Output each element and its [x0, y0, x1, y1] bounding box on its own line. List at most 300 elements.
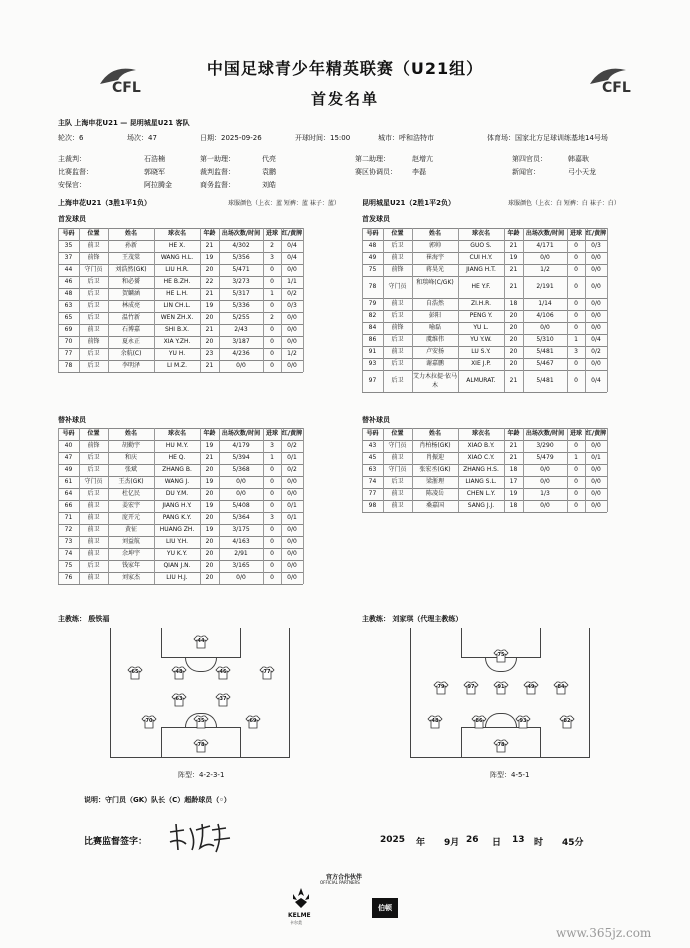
player-row-away-starters	[362, 322, 607, 334]
cell-away-3: YU Y.W.	[470, 336, 492, 343]
cell-away-5: 0/0	[540, 324, 550, 331]
cell-home-2: 和必赟	[121, 278, 140, 285]
cell-away-4: 18	[509, 466, 518, 473]
shirt-number: 69	[249, 718, 257, 724]
cell-home-2: 刘益航	[121, 538, 140, 545]
cell-away-2: 卢安扬	[425, 348, 444, 355]
cell-home-3: YU K.Y.	[166, 550, 188, 557]
cell-home-2: 庞开元	[121, 514, 140, 521]
match-kickoff: 开球时间：15:00	[295, 134, 351, 142]
cell-away-3: XIAO B.Y.	[467, 442, 495, 449]
cell-away-0: 43	[368, 442, 377, 449]
cell-away-1: 后卫	[391, 336, 404, 343]
player-row-home-starters	[58, 360, 303, 372]
cell-home-6: 0	[270, 574, 274, 581]
cell-away-2: 崔海宇	[425, 254, 444, 261]
cell-home-7: 1/2	[287, 350, 297, 357]
cell-home-3: 球衣名	[167, 430, 186, 437]
cell-home-0: 75	[64, 562, 73, 569]
player-row-home-starters	[58, 300, 303, 312]
cell-home-7: 0/1	[287, 454, 297, 461]
sponsor-caption: 官方合作伙伴	[326, 874, 363, 881]
cell-home-7: 0/0	[287, 526, 297, 533]
cell-home-1: 后卫	[87, 466, 100, 473]
player-shirt-icon	[493, 681, 509, 695]
cell-home-6: 1	[270, 454, 274, 461]
player-shirt-icon	[245, 715, 261, 729]
column-rule	[607, 428, 608, 512]
cell-home-0: 40	[64, 442, 73, 449]
cell-home-0: 76	[64, 574, 73, 581]
shirt-number: 97	[467, 684, 475, 690]
cell-home-3: LIU H.J.	[166, 574, 188, 581]
cell-home-4: 19	[205, 302, 214, 309]
player-row-home-subs	[58, 524, 303, 536]
home-team-record: 上海申花U21（3胜1平1负）	[58, 199, 152, 207]
player-row-home-starters	[58, 276, 303, 288]
cell-home-3: HU M.Y.	[165, 442, 189, 449]
cell-home-5: 5/394	[232, 454, 250, 461]
player-row-away-starters	[362, 310, 607, 322]
cell-home-7: 0/0	[287, 362, 297, 369]
svg-text:CFL: CFL	[602, 80, 631, 96]
player-row-home-subs	[58, 560, 303, 572]
cell-away-3: YU L.	[473, 324, 489, 331]
cell-away-5: 出场次数/时间	[525, 430, 565, 437]
cell-away-1: 后卫	[391, 478, 404, 485]
home-subs-title: 替补球员	[58, 416, 86, 424]
player-row-home-subs	[58, 488, 303, 500]
player-row-away-starters	[362, 264, 607, 276]
player-shirt-icon	[493, 739, 509, 753]
cell-home-0: 63	[64, 302, 73, 309]
cell-home-6: 0	[270, 538, 274, 545]
column-rule	[607, 228, 608, 392]
watermark: www.365jz.com	[556, 926, 652, 940]
cell-home-3: DU Y.M.	[165, 490, 189, 497]
official-name: 代亮	[262, 155, 276, 163]
player-shirt-icon	[127, 666, 143, 680]
cell-home-1: 前卫	[87, 526, 100, 533]
cell-home-6: 0	[270, 490, 274, 497]
cell-away-5: 5/479	[536, 454, 554, 461]
cell-home-7: 1/1	[287, 278, 297, 285]
cell-away-4: 19	[509, 254, 518, 261]
cell-home-2: 温竹新	[121, 314, 140, 321]
cell-away-7: 0/0	[591, 360, 601, 367]
cell-home-3: LI M.Z.	[166, 362, 188, 369]
cell-home-3: YU H.	[168, 350, 186, 357]
cell-home-4: 19	[205, 526, 214, 533]
shirt-number: 49	[527, 684, 535, 690]
cell-away-6: 进球	[569, 430, 582, 437]
cell-home-3: LIN CH.L.	[163, 302, 191, 309]
cell-home-4: 20	[205, 538, 214, 545]
column-rule	[200, 428, 201, 584]
cell-home-6: 0	[270, 266, 274, 273]
cell-away-7: 0/0	[591, 502, 601, 509]
cell-away-1: 守门员	[388, 442, 407, 449]
player-row-away-starters	[362, 334, 607, 346]
cell-home-1: 守门员	[84, 266, 103, 273]
player-row-away-subs	[362, 464, 607, 476]
cell-home-1: 后卫	[87, 562, 100, 569]
player-shirt-icon	[471, 715, 487, 729]
cell-home-6: 0	[270, 302, 274, 309]
cell-home-1: 后卫	[87, 362, 100, 369]
cell-away-0: 82	[368, 312, 377, 319]
official-label: 第一助理：	[200, 155, 235, 163]
cell-home-2: 钱家年	[121, 562, 140, 569]
player-shirt-icon	[193, 635, 209, 649]
column-rule	[585, 228, 586, 392]
cell-home-2: 夏永正	[121, 338, 140, 345]
cell-away-0: 91	[368, 348, 377, 355]
cell-away-0: 49	[368, 254, 377, 261]
column-rule	[567, 228, 568, 392]
cell-away-2: 艾力木拉提·依马木	[413, 373, 457, 389]
column-rule	[263, 428, 264, 584]
official-name: 韩嘉耿	[568, 155, 589, 163]
official-label: 安保官：	[58, 181, 86, 189]
cell-home-3: HE L.H.	[166, 290, 188, 297]
cell-away-6: 0	[574, 466, 578, 473]
official-name: 李磊	[412, 168, 426, 176]
cell-home-6: 0	[270, 550, 274, 557]
cell-away-0: 号码	[366, 230, 379, 237]
cell-away-2: 喻磊	[428, 324, 441, 331]
cell-home-0: 44	[64, 266, 73, 273]
cell-home-7: 0/0	[287, 326, 297, 333]
cell-away-4: 年龄	[507, 230, 520, 237]
cell-home-4: 23	[205, 350, 214, 357]
column-rule	[108, 428, 109, 584]
cell-home-7: 0/0	[287, 338, 297, 345]
player-shirt-icon	[171, 693, 187, 707]
match-venue: 体育场：国家北方足球训练基地14号场	[487, 134, 608, 142]
cell-home-5: 3/273	[232, 278, 250, 285]
cell-away-4: 年龄	[507, 430, 520, 437]
table-header-away-starters	[362, 228, 607, 240]
match-teams: 主队 上海申花U21 — 昆明城星U21 客队	[58, 119, 190, 127]
cell-home-5: 5/368	[232, 466, 250, 473]
cell-home-7: 0/0	[287, 574, 297, 581]
cell-home-6: 0	[270, 326, 274, 333]
cell-away-2: 张宏丞(GK)	[419, 466, 451, 473]
cell-home-2: 刘浩然(GK)	[115, 266, 147, 273]
signing-datetime-part: 2025	[380, 835, 406, 845]
cell-away-5: 5/481	[536, 377, 554, 384]
shirt-number: 82	[563, 718, 571, 724]
cell-home-2: 杜亿民	[121, 490, 140, 497]
cell-home-0: 号码	[62, 430, 75, 437]
cell-home-1: 前锋	[87, 338, 100, 345]
cell-away-1: 位置	[391, 430, 404, 437]
cell-away-0: 45	[368, 454, 377, 461]
cell-home-1: 后卫	[87, 314, 100, 321]
cell-away-5: 5/310	[536, 336, 554, 343]
column-rule	[412, 228, 413, 392]
cell-home-0: 72	[64, 526, 73, 533]
match-round: 轮次：6	[58, 134, 84, 142]
cell-home-4: 21	[205, 290, 214, 297]
cell-away-6: 1	[574, 454, 578, 461]
cell-away-6: 0	[574, 324, 578, 331]
column-rule	[79, 428, 80, 584]
player-row-away-starters	[362, 358, 607, 370]
cell-away-0: 93	[368, 360, 377, 367]
cell-home-4: 20	[205, 574, 214, 581]
cell-away-5: 出场次数/时间	[525, 230, 565, 237]
cell-away-2: 蒋昊光	[425, 266, 444, 273]
cell-home-5: 3/187	[232, 338, 250, 345]
cell-home-6: 0	[270, 562, 274, 569]
column-rule	[362, 428, 363, 512]
cell-home-7: 0/0	[287, 478, 297, 485]
shirt-number: 78	[197, 742, 205, 748]
cell-away-6: 0	[574, 312, 578, 319]
legend-note: 说明：守门员（GK）队长（C）超龄球员（◦）	[84, 796, 231, 804]
cell-away-0: 84	[368, 324, 377, 331]
cell-away-0: 79	[368, 300, 377, 307]
player-shirt-icon	[215, 666, 231, 680]
cell-away-2: 和琰峰(C/GK)	[416, 279, 454, 286]
cell-away-4: 20	[509, 312, 518, 319]
cell-away-2: 肖振迎	[425, 454, 444, 461]
player-row-home-subs	[58, 500, 303, 512]
cell-home-5: 5/317	[232, 290, 250, 297]
cell-home-2: 姓名	[124, 230, 137, 237]
cell-away-2: 陈凌岳	[425, 490, 444, 497]
shirt-number: 37	[219, 696, 227, 702]
official-label: 第四官员：	[512, 155, 547, 163]
cell-home-5: 5/356	[232, 254, 250, 261]
cell-home-2: 孙新	[124, 242, 137, 249]
cell-away-1: 前卫	[391, 300, 404, 307]
column-rule	[458, 228, 459, 392]
cell-home-4: 21	[205, 326, 214, 333]
cell-home-2: 姜宏宇	[121, 502, 140, 509]
home-kit-colors: 球服颜色（上衣：蓝 短裤：蓝 袜子：蓝）	[228, 200, 340, 207]
player-row-home-subs	[58, 512, 303, 524]
cell-home-7: 0/0	[287, 266, 297, 273]
cell-home-0: 49	[64, 466, 73, 473]
column-rule	[567, 428, 568, 512]
cell-away-0: 号码	[366, 430, 379, 437]
cell-home-4: 21	[205, 242, 214, 249]
shirt-number: 75	[497, 652, 505, 658]
cell-away-5: 0/0	[540, 466, 550, 473]
cell-home-6: 进球	[265, 430, 278, 437]
player-shirt-icon	[463, 681, 479, 695]
svg-text:CFL: CFL	[112, 80, 141, 96]
kelme-brand-sub: 卡尔美	[290, 920, 302, 925]
cell-away-3: LU S.Y.	[471, 348, 491, 355]
cell-home-4: 20	[205, 550, 214, 557]
shirt-number: 63	[175, 696, 183, 702]
cell-home-6: 0	[270, 338, 274, 345]
cell-away-2: 郭帅	[428, 242, 441, 249]
cell-away-3: PENG Y.	[469, 312, 493, 319]
cell-away-5: 0/0	[540, 502, 550, 509]
cell-home-1: 后卫	[87, 302, 100, 309]
cell-home-6: 0	[270, 478, 274, 485]
cell-away-4: 20	[509, 348, 518, 355]
cell-home-7: 0/0	[287, 490, 297, 497]
cell-home-4: 20	[205, 314, 214, 321]
official-name: 弓小天龙	[568, 168, 596, 176]
column-rule	[303, 228, 304, 372]
cell-home-5: 5/471	[232, 266, 250, 273]
cell-away-4: 18	[509, 300, 518, 307]
cell-home-0: 64	[64, 490, 73, 497]
shirt-number: 46	[219, 669, 227, 675]
cell-home-5: 3/175	[232, 526, 250, 533]
cell-home-0: 37	[64, 254, 73, 261]
cell-home-6: 0	[270, 350, 274, 357]
cell-home-5: 2/91	[234, 550, 248, 557]
cell-away-1: 守门员	[388, 466, 407, 473]
cell-home-2: 黄征	[124, 526, 137, 533]
player-shirt-icon	[553, 681, 569, 695]
cell-away-7: 0/0	[591, 478, 601, 485]
cell-away-6: 0	[574, 254, 578, 261]
cell-away-4: 20	[509, 360, 518, 367]
cell-away-2: 姓名	[428, 230, 441, 237]
cell-home-6: 3	[270, 514, 274, 521]
cell-home-6: 0	[270, 526, 274, 533]
cell-home-7: 0/0	[287, 550, 297, 557]
cell-away-5: 1/14	[538, 300, 552, 307]
cell-away-0: 98	[368, 502, 377, 509]
row-rule	[58, 372, 303, 373]
cell-away-7: 0/0	[591, 266, 601, 273]
cell-home-4: 19	[205, 478, 214, 485]
official-label: 裁判监督：	[200, 168, 235, 176]
cell-home-5: 4/179	[232, 442, 250, 449]
cell-away-0: 97	[368, 377, 377, 384]
cell-away-7: 0/3	[591, 242, 601, 249]
cell-home-5: 0/0	[236, 362, 246, 369]
cell-away-5: 4/106	[536, 312, 554, 319]
player-row-home-subs	[58, 476, 303, 488]
player-row-home-starters	[58, 312, 303, 324]
cell-home-6: 3	[270, 442, 274, 449]
away-team-record: 昆明城星U21（2胜1平2负）	[362, 199, 456, 207]
cell-home-5: 5/408	[232, 502, 250, 509]
cell-home-0: 号码	[62, 230, 75, 237]
cell-away-6: 0	[574, 266, 578, 273]
cell-away-4: 21	[509, 454, 518, 461]
player-row-home-starters	[58, 252, 303, 264]
cell-home-3: ZHANG B.	[162, 466, 192, 473]
cell-away-1: 前卫	[391, 254, 404, 261]
table-header-home-starters	[58, 228, 303, 240]
player-row-away-starters	[362, 240, 607, 252]
cell-home-6: 1	[270, 290, 274, 297]
cell-away-1: 前锋	[391, 266, 404, 273]
player-row-home-subs	[58, 536, 303, 548]
cell-home-1: 前卫	[87, 574, 100, 581]
cell-away-2: 彭阳	[428, 312, 441, 319]
away-coach: 主教练： 刘家琪（代理主教练）	[362, 615, 463, 623]
cell-home-3: HE X.	[168, 242, 186, 249]
cell-away-4: 21	[509, 266, 518, 273]
cell-away-3: GUO S.	[470, 242, 492, 249]
signing-datetime-part: 26	[466, 835, 479, 845]
cell-home-7: 0/2	[287, 466, 297, 473]
player-row-home-starters	[58, 324, 303, 336]
cell-away-6: 0	[574, 490, 578, 497]
match-number: 场次：47	[127, 134, 157, 142]
table-header-home-subs	[58, 428, 303, 440]
player-shirt-icon	[193, 715, 209, 729]
cell-home-5: 3/165	[232, 562, 250, 569]
shirt-number: 86	[475, 718, 483, 724]
cell-away-3: SANG J.J.	[467, 502, 495, 509]
cell-home-1: 位置	[87, 230, 100, 237]
cell-away-7: 0/0	[591, 312, 601, 319]
cell-home-6: 0	[270, 278, 274, 285]
supervisor-sign-label: 比赛监督签字：	[84, 837, 148, 847]
column-rule	[281, 228, 282, 372]
player-shirt-icon	[171, 666, 187, 680]
official-name: 郭晓军	[144, 168, 165, 176]
cell-away-3: CUI H.Y.	[469, 254, 493, 261]
signing-datetime-part: 年	[416, 838, 426, 848]
cell-away-2: 梁浙理	[425, 478, 444, 485]
column-rule	[219, 228, 220, 372]
cell-away-6: 0	[574, 283, 578, 290]
signing-datetime-part: 45分	[562, 838, 584, 848]
cell-home-4: 20	[205, 466, 214, 473]
player-row-home-subs	[58, 440, 303, 452]
cell-home-3: HE B.ZH.	[163, 278, 191, 285]
row-rule	[362, 512, 607, 513]
column-rule	[79, 228, 80, 372]
column-rule	[281, 428, 282, 584]
column-rule	[58, 228, 59, 372]
shirt-number: 48	[431, 718, 439, 724]
cell-home-3: XIA Y.ZH.	[163, 338, 191, 345]
cell-home-3: PANG K.Y.	[162, 514, 192, 521]
cell-home-0: 46	[64, 278, 73, 285]
cell-away-3: HE Y.F.	[471, 283, 491, 290]
cell-home-2: 刘家杰	[121, 574, 140, 581]
cell-home-7: 0/0	[287, 538, 297, 545]
cell-away-1: 后卫	[391, 360, 404, 367]
cell-away-5: 0/0	[540, 478, 550, 485]
cell-home-6: 进球	[265, 230, 278, 237]
column-rule	[108, 228, 109, 372]
cell-home-0: 35	[64, 242, 73, 249]
cell-away-7: 红/黄牌	[585, 430, 607, 437]
cell-away-7: 0/1	[591, 454, 601, 461]
cell-home-1: 后卫	[87, 350, 100, 357]
cell-home-0: 65	[64, 314, 73, 321]
cell-away-1: 后卫	[391, 312, 404, 319]
cell-home-1: 后卫	[87, 278, 100, 285]
column-rule	[504, 228, 505, 392]
player-row-away-starters	[362, 252, 607, 264]
cell-away-6: 0	[574, 502, 578, 509]
cell-away-4: 18	[509, 502, 518, 509]
official-name: 赵增亢	[412, 155, 433, 163]
cell-away-3: XIE J.P.	[471, 360, 491, 367]
cell-home-7: 0/0	[287, 562, 297, 569]
cell-home-4: 22	[205, 278, 214, 285]
cell-home-2: 王杰(GK)	[118, 478, 144, 485]
